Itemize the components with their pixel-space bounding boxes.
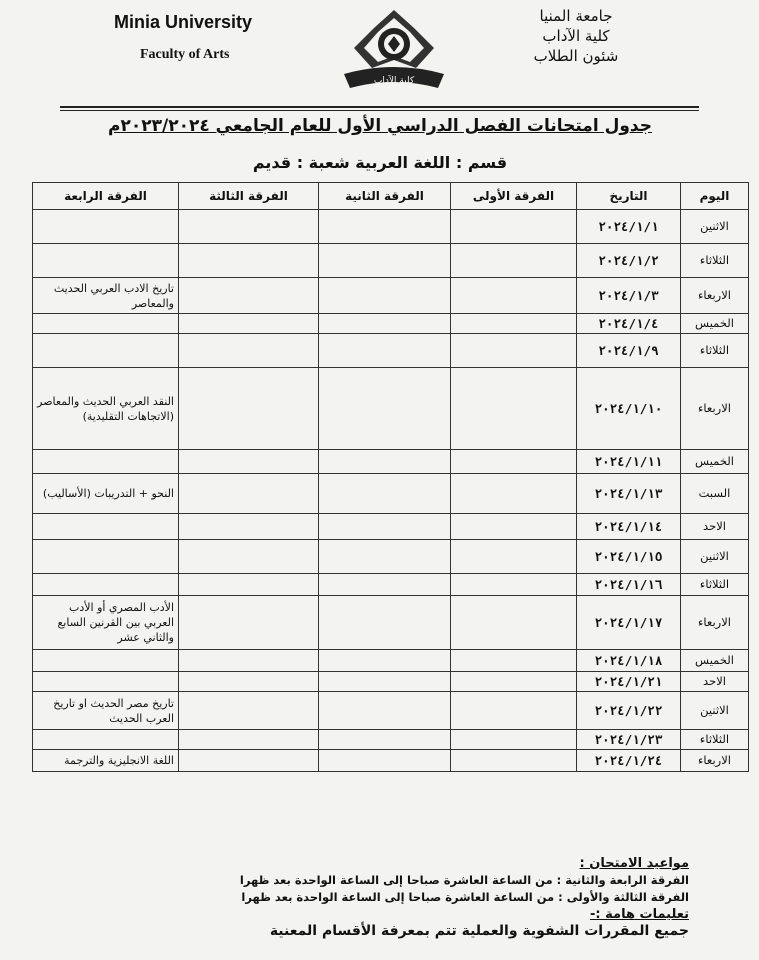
year3-cell — [179, 596, 319, 650]
year1-cell — [451, 368, 577, 450]
year4-cell — [33, 672, 179, 692]
year1-cell — [451, 278, 577, 314]
year2-cell — [319, 650, 451, 672]
table-row — [33, 672, 749, 692]
year4-cell: الأدب المصري أو الأدب العربي بين القرنين السابع والثاني عشر — [33, 596, 179, 650]
date-cell: ٢٠٢٤/١/٢٤ — [577, 750, 681, 772]
year3-cell — [179, 750, 319, 772]
year1-cell — [451, 596, 577, 650]
year4-cell: النحو + التدريبات (الأساليب) — [33, 474, 179, 514]
year3-cell — [179, 692, 319, 730]
department-line: قسم : اللغة العربية شعبة : قديم — [252, 153, 508, 172]
year2-cell — [319, 574, 451, 596]
date-cell: ٢٠٢٤/١/٣ — [577, 278, 681, 314]
day-cell: الثلاثاء — [681, 334, 749, 368]
date-cell: ٢٠٢٤/١/١ — [577, 210, 681, 244]
year3-cell — [179, 672, 319, 692]
year1-cell — [451, 692, 577, 730]
year2-cell — [319, 474, 451, 514]
table-row — [33, 368, 749, 450]
year2-cell — [319, 450, 451, 474]
year4-cell — [33, 244, 179, 278]
year1-cell — [451, 540, 577, 574]
day-cell: الثلاثاء — [681, 574, 749, 596]
year2-cell — [319, 692, 451, 730]
instructions-line: جميع المقررات الشفوية والعملية تتم بمعرفة الأقسام المعنية — [269, 923, 689, 939]
table-row — [33, 514, 749, 540]
table-row — [33, 692, 749, 730]
table-row — [33, 314, 749, 334]
date-cell: ٢٠٢٤/١/١٨ — [577, 650, 681, 672]
date-cell: ٢٠٢٤/١/١٧ — [577, 596, 681, 650]
table-header-row — [33, 183, 749, 210]
university-name-en: Minia University — [114, 12, 253, 32]
year3-cell — [179, 244, 319, 278]
exam-notes — [129, 855, 689, 940]
year1-cell — [451, 574, 577, 596]
year2-cell — [319, 210, 451, 244]
faculty-name-ar: كلية الآداب — [542, 27, 610, 45]
year1-cell — [451, 210, 577, 244]
table-row — [33, 334, 749, 368]
year2-cell — [319, 334, 451, 368]
year2-cell — [319, 750, 451, 772]
exam-times-line: الفرقة الثالثة والأولى : من الساعة العاشرة صباحا إلى الساعة الواحدة بعد ظهرا — [241, 890, 689, 904]
table-row — [33, 450, 749, 474]
column-header-year2: الفرقة الثانية — [319, 183, 451, 210]
year3-cell — [179, 368, 319, 450]
year2-cell — [319, 514, 451, 540]
year3-cell — [179, 474, 319, 514]
header-rule — [60, 106, 699, 108]
day-cell: السبت — [681, 474, 749, 514]
faculty-name-en: Faculty of Arts — [140, 47, 230, 62]
year3-cell — [179, 314, 319, 334]
date-cell: ٢٠٢٤/١/١٤ — [577, 514, 681, 540]
year1-cell — [451, 650, 577, 672]
date-cell: ٢٠٢٤/١/٢١ — [577, 672, 681, 692]
year1-cell — [451, 730, 577, 750]
day-cell: الاثنين — [681, 540, 749, 574]
year4-cell — [33, 514, 179, 540]
year2-cell — [319, 596, 451, 650]
table-row — [33, 730, 749, 750]
year3-cell — [179, 334, 319, 368]
header-rule-thin — [60, 110, 699, 111]
year1-cell — [451, 474, 577, 514]
year3-cell — [179, 650, 319, 672]
exam-times-heading: مواعيد الامتحان : — [579, 856, 689, 871]
day-cell: الثلاثاء — [681, 244, 749, 278]
instructions-heading: تعليمات هامة :- — [590, 907, 689, 922]
day-cell: الاحد — [681, 514, 749, 540]
year1-cell — [451, 514, 577, 540]
year1-cell — [451, 672, 577, 692]
year2-cell — [319, 540, 451, 574]
table-row — [33, 474, 749, 514]
date-cell: ٢٠٢٤/١/٩ — [577, 334, 681, 368]
year2-cell — [319, 314, 451, 334]
column-header-year3: الفرقة الثالثة — [179, 183, 319, 210]
day-cell: الاربعاء — [681, 596, 749, 650]
year3-cell — [179, 540, 319, 574]
department-name-ar: شئون الطلاب — [533, 47, 619, 65]
day-cell: الاربعاء — [681, 278, 749, 314]
year1-cell — [451, 244, 577, 278]
year1-cell — [451, 450, 577, 474]
column-header-date: التاريخ — [577, 183, 681, 210]
year4-cell — [33, 540, 179, 574]
year4-cell: تاريخ مصر الحديث او تاريخ العرب الحديث — [33, 692, 179, 730]
date-cell: ٢٠٢٤/١/١٠ — [577, 368, 681, 450]
year3-cell — [179, 574, 319, 596]
table-row — [33, 650, 749, 672]
year3-cell — [179, 278, 319, 314]
date-cell: ٢٠٢٤/١/٤ — [577, 314, 681, 334]
table-row — [33, 574, 749, 596]
date-cell: ٢٠٢٤/١/١٣ — [577, 474, 681, 514]
arabic-letterhead — [511, 6, 641, 66]
year4-cell — [33, 574, 179, 596]
year4-cell: تاريخ الادب العربي الحديث والمعاصر — [33, 278, 179, 314]
year4-cell: النقد العربي الحديث والمعاصر (الاتجاهات التقليدية) — [33, 368, 179, 450]
day-cell: الخميس — [681, 450, 749, 474]
table-row — [33, 278, 749, 314]
year2-cell — [319, 730, 451, 750]
date-cell: ٢٠٢٤/١/٢٢ — [577, 692, 681, 730]
year1-cell — [451, 334, 577, 368]
year4-cell — [33, 334, 179, 368]
year4-cell: اللغة الانجليزية والترجمة — [33, 750, 179, 772]
logo-banner-text: كلية الآداب — [373, 76, 415, 86]
day-cell: الخميس — [681, 314, 749, 334]
year3-cell — [179, 730, 319, 750]
year4-cell — [33, 210, 179, 244]
university-name-ar: جامعة المنيا — [539, 7, 613, 25]
year2-cell — [319, 278, 451, 314]
day-cell: الاحد — [681, 672, 749, 692]
year4-cell — [33, 314, 179, 334]
table-row — [33, 244, 749, 278]
date-cell: ٢٠٢٤/١/١٦ — [577, 574, 681, 596]
year2-cell — [319, 672, 451, 692]
day-cell: الثلاثاء — [681, 730, 749, 750]
year1-cell — [451, 750, 577, 772]
table-row — [33, 210, 749, 244]
schedule-title: جدول امتحانات الفصل الدراسي الأول للعام الجامعي ٢٠٢٣/٢٠٢٤م — [108, 116, 652, 136]
year2-cell — [319, 244, 451, 278]
column-header-year4: الفرقة الرابعة — [33, 183, 179, 210]
exam-table — [32, 182, 749, 772]
year1-cell — [451, 314, 577, 334]
year2-cell — [319, 368, 451, 450]
table-row — [33, 750, 749, 772]
exam-times-line: الفرقة الرابعة والثانية : من الساعة العاشرة صباحا إلى الساعة الواحدة بعد ظهرا — [239, 873, 689, 887]
column-header-day: اليوم — [681, 183, 749, 210]
day-cell: الاربعاء — [681, 750, 749, 772]
day-cell: الاثنين — [681, 692, 749, 730]
table-row — [33, 596, 749, 650]
date-cell: ٢٠٢٤/١/١١ — [577, 450, 681, 474]
day-cell: الخميس — [681, 650, 749, 672]
year3-cell — [179, 514, 319, 540]
date-cell: ٢٠٢٤/١/٢ — [577, 244, 681, 278]
table-row — [33, 540, 749, 574]
year3-cell — [179, 210, 319, 244]
year3-cell — [179, 450, 319, 474]
column-header-year1: الفرقة الأولى — [451, 183, 577, 210]
date-cell: ٢٠٢٤/١/٢٣ — [577, 730, 681, 750]
date-cell: ٢٠٢٤/١/١٥ — [577, 540, 681, 574]
year4-cell — [33, 450, 179, 474]
day-cell: الاربعاء — [681, 368, 749, 450]
year4-cell — [33, 730, 179, 750]
faculty-logo-icon — [338, 8, 450, 96]
day-cell: الاثنين — [681, 210, 749, 244]
year4-cell — [33, 650, 179, 672]
